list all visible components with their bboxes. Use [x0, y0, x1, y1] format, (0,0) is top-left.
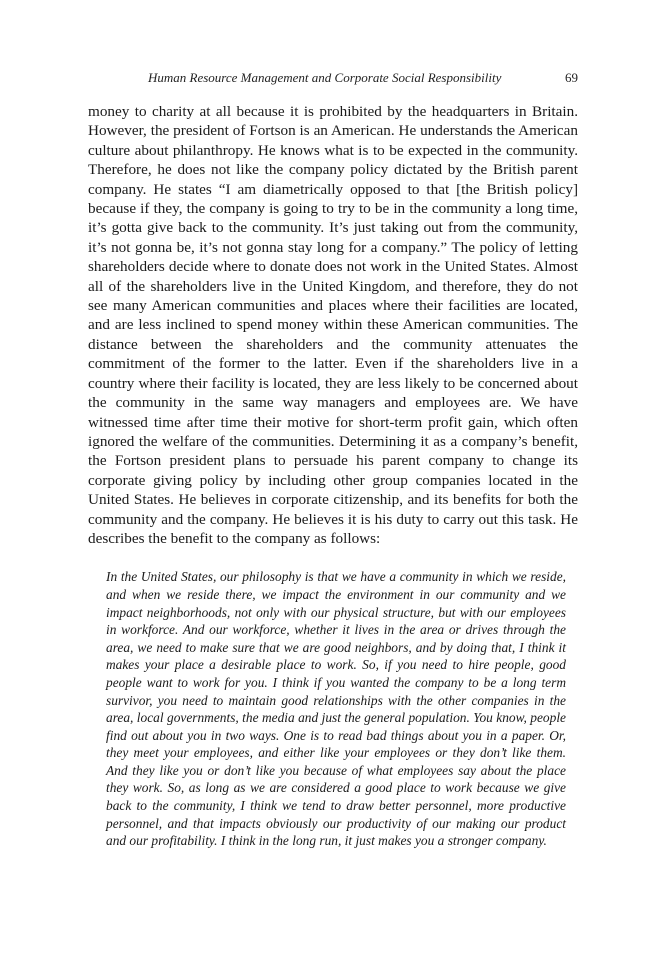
book-page [88, 60, 578, 850]
block-quote: In the United States, our philosophy is that we have a community in which we reside, and when we reside there, we impact the environment in our community and we impact neighborhoods, not only with our physical structure, but with our employees in workforce. And our workforce, whether it lives in the area or drives through the area, we need to make sure that we are good neighbors, and by doing that, I think it makes your place a desirable place to work. So, if you need to hire people, good people want to work for you. I think if you wanted the company to be a long term survivor, you need to maintain good relationships with the other companies in the area, local governments, the media and just the general population. You know, people find out about you in two ways. One is to read bad things about you in a paper. Or, they meet your employees, and either like your employees or they don’t like them. And they like you or don’t like you because of what employees say about the place they work. So, as long as we are considered a good place to work because we give back to the community, I think we tend to draw better personnel, more productive personnel, and that impacts obviously our productivity of our making our product and our profitability. I think in the long run, it just makes you a stronger company. [106, 569, 566, 849]
running-title: Human Resource Management and Corporate Social Responsibility [148, 70, 502, 85]
running-head [88, 60, 578, 84]
page-number: 69 [565, 70, 578, 85]
body-paragraph: money to charity at all because it is prohibited by the headquarters in Britain. However, the president of Fortson is an American. He understands the American culture about philanthropy. He knows what is to be expected in the community. Therefore, he does not like the company policy dictated by the British parent company. He states “I am diametrically opposed to that [the British policy] because if they, the company is going to try to be in the community a long time, it’s gotta give back to the community. It’s just taking out from the community, it’s not gonna be, it’s not gonna stay long for a company.” The policy of letting shareholders decide where to donate does not work in the United States. Almost all of the shareholders live in the United Kingdom, and therefore, they do not see many American communities and places where their facilities are located, and are less inclined to spend money within these American communities. The distance between the shareholders and the community attenuates the commitment of the former to the latter. Even if the shareholders live in a country where their facility is located, they are less likely to be concerned about the community in the same way managers and employees are. We have witnessed time after time their motive for short-term profit gain, which often ignored the welfare of the communities. Determining it as a company’s benefit, the Fortson president plans to persuade his parent company to change its corporate giving policy by including other group companies located in the United States. He believes in corporate citizenship, and its benefits for both the community and the company. He believes it is his duty to carry out this task. He describes the benefit to the company as follows: [88, 103, 578, 547]
